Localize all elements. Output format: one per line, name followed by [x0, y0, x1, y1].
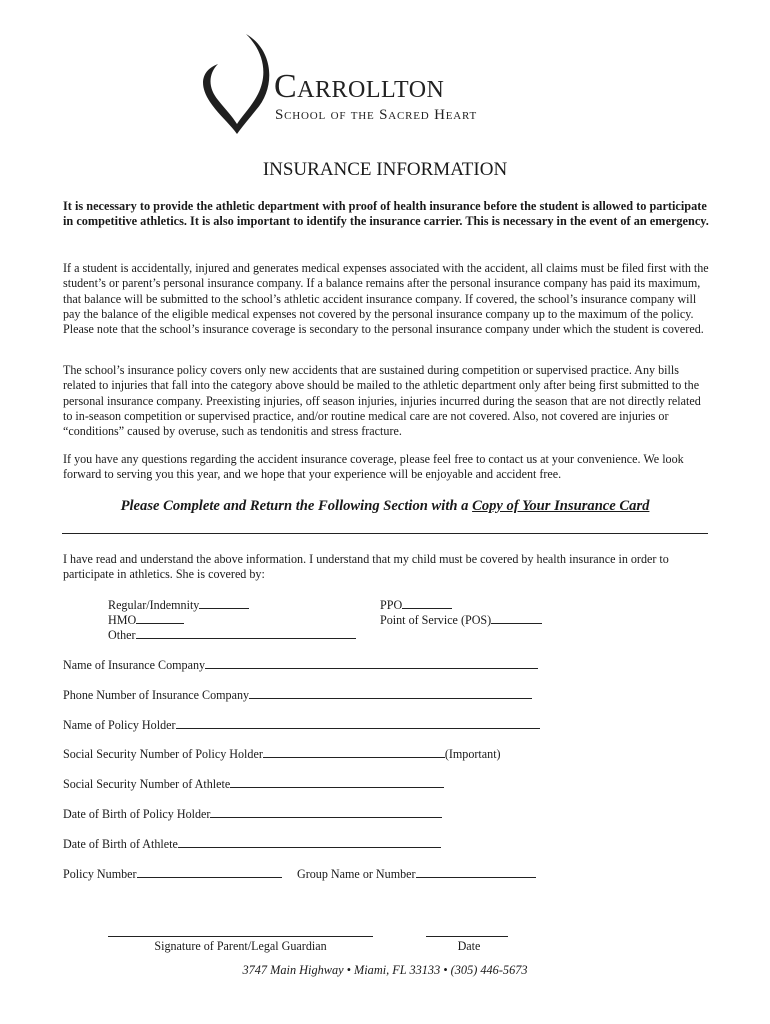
guardian-signature-label: Signature of Parent/Legal Guardian — [154, 939, 327, 953]
dob-policy-holder-input[interactable] — [210, 806, 442, 818]
field-note: (Important) — [444, 747, 501, 761]
field-dob-policy-holder[interactable] — [63, 806, 442, 822]
field-label: Social Security Number of Policy Holder — [63, 747, 263, 761]
policy-holder-input[interactable] — [176, 717, 540, 729]
field-label: Name of Insurance Company — [63, 658, 206, 672]
brand-name: Carrollton — [274, 68, 445, 105]
ssn-policy-holder-input[interactable] — [263, 746, 445, 758]
return-instructions-text: Please Complete and Return the Following Section with a — [120, 498, 473, 514]
field-label: Policy Number — [63, 867, 137, 881]
group-number-input[interactable] — [416, 866, 536, 878]
option-label: PPO — [380, 598, 403, 612]
heart-flame-icon — [196, 30, 276, 140]
option-label: Point of Service (POS) — [380, 613, 492, 627]
school-logo — [196, 30, 526, 140]
field-policy-number[interactable] — [63, 866, 282, 882]
option-label: Other — [108, 628, 136, 642]
field-insurance-company[interactable] — [63, 657, 538, 673]
coverage-paragraph: The school’s insurance policy covers only new accidents that are sustained during competition or supervised practice. Any bills related to injuries that fall into the category above should be mailed to the athletic department only after being first submitted to the personal insurance company. Preexisting injuries, off season injuries, injuries incurred during the season that are not directly related to in-season competition or supervised practice, and/or routine medical care are not covered. Also, not covered are injuries or “conditions” caused by overuse, such as tendonitis and stress fracture. — [63, 363, 701, 439]
field-label: Name of Policy Holder — [63, 718, 176, 732]
claims-paragraph: If a student is accidentally, injured and generates medical expenses associated with the accident, all claims must be filed first with the student’s or parent’s personal insurance company. If a balance remains after the personal insurance company has paid its maximum, that balance will be submitted to the school’s athletic accident insurance company. If covered, the school’s insurance company will pay the balance of the eligible medical expenses not covered by the personal insurance company up to the maximum of the policy. Please note that the school’s insurance coverage is secondary to the personal insurance company under which the student is covered. — [63, 261, 709, 337]
contact-paragraph: If you have any questions regarding the accident insurance coverage, please feel free to contact us at your convenience. We look forward to serving you this year, and we hope that your experience will be enjoyable and accident free. — [63, 452, 684, 482]
field-label: Date of Birth of Athlete — [63, 837, 178, 851]
option-other[interactable] — [108, 627, 356, 643]
return-instructions — [0, 497, 770, 515]
field-label: Date of Birth of Policy Holder — [63, 807, 211, 821]
school-address: 3747 Main Highway • Miami, FL 33133 • (305) 446-5673 — [242, 963, 528, 977]
intro-paragraph: It is necessary to provide the athletic department with proof of health insurance before the student is allowed to participate in competitive athletics. It is also important to identify the insurance carrier. This is necessary in the event of an emergency. — [63, 199, 709, 229]
field-label: Social Security Number of Athlete — [63, 777, 231, 791]
option-hmo[interactable] — [108, 612, 184, 628]
field-insurance-phone[interactable] — [63, 687, 532, 703]
insurance-card-emphasis: Copy of Your Insurance Card — [472, 498, 650, 514]
field-group-number[interactable] — [297, 866, 536, 882]
option-pos[interactable] — [380, 612, 542, 628]
insurance-company-input[interactable] — [205, 657, 538, 669]
field-dob-athlete[interactable] — [63, 836, 441, 852]
checkbox-blank[interactable] — [402, 597, 452, 609]
date-signature-line[interactable] — [426, 936, 508, 937]
checkbox-blank[interactable] — [199, 597, 249, 609]
date-label: Date — [457, 939, 481, 953]
option-label: HMO — [108, 613, 137, 627]
brand-subtitle: School of the Sacred Heart — [275, 107, 477, 123]
other-text-blank[interactable] — [136, 627, 356, 639]
section-divider — [62, 533, 708, 534]
page-title: INSURANCE INFORMATION — [262, 159, 508, 180]
checkbox-blank[interactable] — [491, 612, 542, 624]
field-ssn-policy-holder[interactable] — [63, 746, 501, 762]
field-label: Group Name or Number — [297, 867, 416, 881]
field-ssn-athlete[interactable] — [63, 776, 444, 792]
option-label: Regular/Indemnity — [108, 598, 200, 612]
ssn-athlete-input[interactable] — [230, 776, 444, 788]
option-regular-indemnity[interactable] — [108, 597, 249, 613]
guardian-signature-line[interactable] — [108, 936, 373, 937]
insurance-phone-input[interactable] — [249, 687, 532, 699]
option-ppo[interactable] — [380, 597, 452, 613]
policy-number-input[interactable] — [137, 866, 282, 878]
field-policy-holder[interactable] — [63, 717, 540, 733]
dob-athlete-input[interactable] — [178, 836, 441, 848]
acknowledgement-statement: I have read and understand the above information. I understand that my child must be covered by health insurance in order to participate in athletics. She is covered by: — [63, 552, 669, 582]
field-label: Phone Number of Insurance Company — [63, 688, 250, 702]
checkbox-blank[interactable] — [136, 612, 184, 624]
